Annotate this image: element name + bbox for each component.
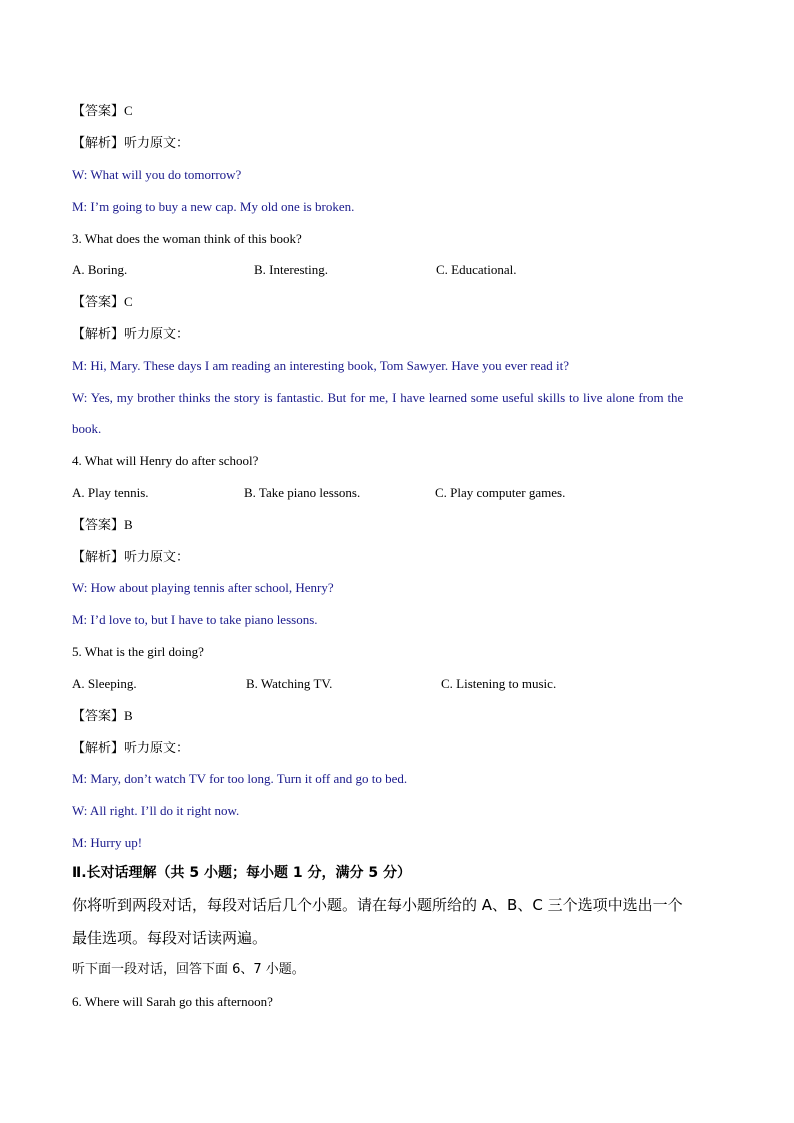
explanation-tag: 【解析】 [72,327,125,342]
dialogue-line: W: All right. I’ll do it right now. [72,803,240,818]
explanation-value: 听力原文： [124,550,190,565]
answer-tag: 【答案】 [72,518,125,533]
option-a: A. Sleeping. [72,676,137,691]
answer-line-q3 [72,294,133,311]
question-4: 4. What will Henry do after school? [72,453,259,468]
explanation-tag: 【解析】 [72,741,125,756]
options-q4 [72,485,724,501]
explanation-line-q3 [72,326,189,343]
dialogue-line: M: I’d love to, but I have to take piano lessons. [72,612,318,627]
option-b: B. Interesting. [254,262,329,277]
dialogue-line: book. [72,421,102,436]
option-b: B. Take piano lessons. [244,485,361,500]
answer-value: B [124,517,133,532]
answer-tag: 【答案】 [72,295,125,310]
dialogue-line: W: Yes, my brother thinks the story is fantastic. But for me, I have learned some useful skills to live alone from the [72,390,684,405]
option-c: C. Play computer games. [435,485,566,500]
answer-line-q5 [72,708,133,725]
explanation-value: 听力原文： [124,741,190,756]
answer-line-q2 [72,103,133,120]
explanation-line-q5 [72,740,189,757]
options-q5 [72,676,724,692]
explanation-line-q4 [72,549,189,566]
option-c: C. Listening to music. [441,676,557,691]
dialogue-line: W: How about playing tennis after school, Henry? [72,580,334,595]
answer-value: C [124,103,133,118]
options-q3 [72,262,724,278]
answer-value: B [124,708,133,723]
answer-tag: 【答案】 [72,709,125,724]
section-instruction: 你将听到两段对话，每段对话后几个小题。请在每小题所给的 A、B、C 三个选项中选出一个 [72,896,683,914]
option-a: A. Boring. [72,262,128,277]
answer-value: C [124,294,133,309]
section-instruction: 最佳选项。每段对话读两遍。 [72,929,268,947]
explanation-tag: 【解析】 [72,136,125,151]
dialogue-line: M: Mary, don’t watch TV for too long. Turn it off and go to bed. [72,771,408,786]
dialogue-line: M: Hi, Mary. These days I am reading an interesting book, Tom Sawyer. Have you ever read it? [72,358,570,373]
dialogue-line: M: Hurry up! [72,835,143,850]
question-6: 6. Where will Sarah go this afternoon? [72,994,273,1009]
explanation-line-q2 [72,135,189,152]
option-a: A. Play tennis. [72,485,149,500]
explanation-tag: 【解析】 [72,550,125,565]
question-3: 3. What does the woman think of this book? [72,231,302,246]
dialogue-line: M: I’m going to buy a new cap. My old one is broken. [72,199,355,214]
answer-tag: 【答案】 [72,104,125,119]
option-c: C. Educational. [436,262,517,277]
dialogue-line: W: What will you do tomorrow? [72,167,242,182]
option-b: B. Watching TV. [246,676,333,691]
explanation-value: 听力原文： [124,136,190,151]
question-5: 5. What is the girl doing? [72,644,204,659]
section-note: 听下面一段对话，回答下面 6、7 小题。 [72,962,305,977]
section-heading: Ⅱ.长对话理解（共 5 小题；每小题 1 分，满分 5 分） [72,865,412,881]
explanation-value: 听力原文： [124,327,190,342]
answer-line-q4 [72,517,133,534]
